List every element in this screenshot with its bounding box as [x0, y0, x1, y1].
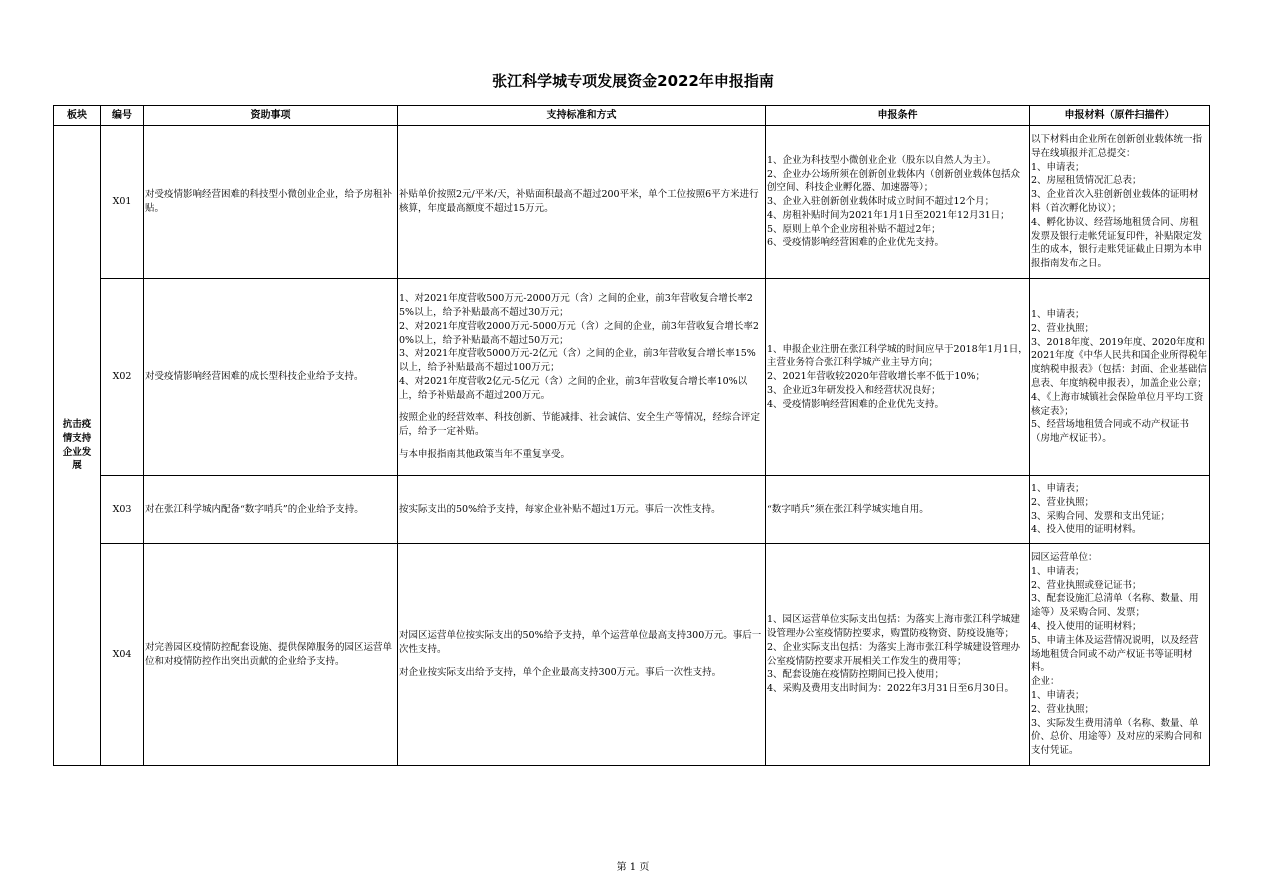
material-line: 3、企业首次入驻创新创业载体的证明材料（首次孵化协议）；	[1031, 189, 1199, 214]
standard-line: 1、对2021年度营收500万元-2000万元（含）之间的企业，前3年营收复合增长率25%以上，给予补贴最高不超过30万元；	[399, 293, 753, 318]
material-line: 3、实际发生费用清单（名称、数量、单价、总价、用途等）及对应的采购合同和支付凭证。	[1031, 717, 1203, 757]
table-row	[54, 279, 1210, 476]
material-line: 1、申请表；	[1031, 482, 1085, 494]
material-line: 企业：	[1031, 676, 1060, 688]
condition-line: 1、申报企业注册在张江科学城的时间应早于2018年1月1日，主营业务符合张江科学城产业主导方向；	[767, 343, 1028, 369]
table-row	[54, 126, 1210, 279]
material-line: 2、营业执照或登记证书；	[1031, 579, 1142, 591]
row-conditions	[766, 126, 1030, 279]
material-line: 2、营业执照；	[1031, 322, 1095, 334]
material-line: 1、申请表；	[1031, 161, 1085, 173]
standard-line: 2、对2021年度营收2000万元-5000万元（含）之间的企业，前3年营收复合增长率20%以上，给予补贴最高不超过50万元；	[399, 320, 759, 346]
row-conditions	[766, 476, 1030, 544]
header-conditions: 申报条件	[766, 106, 1030, 126]
spacer	[399, 657, 764, 666]
header-materials: 申报材料（原件扫描件）	[1030, 106, 1210, 126]
material-line: 1、申请表；	[1031, 565, 1085, 577]
header-sector: 板块	[54, 106, 101, 126]
condition-line: 5、原则上单个企业房租补贴不超过2年；	[767, 223, 941, 235]
row-item: 对受疫情影响经营困难的科技型小微创业企业，给予房租补贴。	[144, 126, 398, 279]
material-line: 园区运营单位：	[1031, 552, 1098, 564]
row-code: X04	[101, 544, 144, 766]
spacer	[399, 439, 764, 448]
material-line: 5、经营场地租赁合同或不动产权证书（房地产权证书）。	[1031, 419, 1190, 445]
standard-line: 与本申报指南其他政策当年不重复享受。	[399, 449, 571, 461]
row-conditions	[766, 279, 1030, 476]
standard-line: 按实际支出的50%给予支持，每家企业补贴不超过1万元。事后一次性支持。	[399, 503, 721, 515]
row-materials	[1030, 544, 1210, 766]
guide-table	[53, 105, 1210, 766]
material-line: 以下材料由企业所在创新创业载体统一指导在线填报并汇总提交：	[1031, 134, 1203, 159]
condition-line: 2、企业实际支出包括：为落实上海市张江科学城建设管理办公室疫情防控要求开展相关工作发生的费用等；	[767, 641, 1021, 667]
material-line: 1、申请表；	[1031, 309, 1085, 321]
condition-line: 2、企业办公场所须在创新创业载体内（创新创业载体包括众创空间、科技企业孵化器、加速器等）；	[767, 168, 1021, 194]
row-standard	[398, 279, 766, 476]
row-materials	[1030, 279, 1210, 476]
row-materials	[1030, 126, 1210, 279]
row-item: 对完善园区疫情防控配套设施、提供保障服务的园区运营单位和对疫情防控作出突出贡献的企业给予支持。	[144, 544, 398, 766]
condition-line: 4、采购及费用支出时间为：2022年3月31日至6月30日。	[767, 683, 1014, 695]
table-row	[54, 544, 1210, 766]
condition-line: 3、企业入驻创新创业载体时成立时间不超过12个月；	[767, 196, 995, 208]
row-standard	[398, 476, 766, 544]
row-code: X01	[101, 126, 144, 279]
material-line: 5、申请主体及运营情况说明，以及经营场地租赁合同或不动产权证书等证明材料。	[1031, 634, 1199, 674]
row-item: 对受疫情影响经营困难的成长型科技企业给予支持。	[144, 279, 398, 476]
material-line: 4、投入使用的证明材料。	[1031, 524, 1142, 536]
material-line: 1、申请表；	[1031, 689, 1085, 701]
document-title: 张江科学城专项发展资金2022年申报指南	[492, 72, 774, 90]
condition-line: 3、配套设施在疫情防控期间已投入使用；	[767, 669, 945, 681]
standard-line: 对企业按实际支出给予支持，单个企业最高支持300万元。事后一次性支持。	[399, 666, 722, 678]
row-conditions	[766, 544, 1030, 766]
material-line: 2、房屋租赁情况汇总表；	[1031, 175, 1142, 187]
condition-line: 6、受疫情影响经营困难的企业优先支持。	[767, 237, 945, 249]
row-materials	[1030, 476, 1210, 544]
condition-line: 4、房租补贴时间为2021年1月1日至2021年12月31日；	[767, 209, 1010, 221]
material-line: 3、采购合同、发票和支出凭证；	[1031, 510, 1171, 522]
row-item: 对在张江科学城内配备“数字哨兵”的企业给予支持。	[144, 476, 398, 544]
condition-line: “数字哨兵”须在张江科学城实地自用。	[767, 503, 929, 515]
condition-line: 3、企业近3年研发投入和经营状况良好；	[767, 384, 941, 396]
header-item: 资助事项	[144, 106, 398, 126]
header-code: 编号	[101, 106, 144, 126]
standard-line: 按照企业的经营效率、科技创新、节能减排、社会诚信、安全生产等情况，经综合评定后，给予一定补贴。	[399, 412, 761, 438]
spacer	[399, 402, 764, 411]
table-header-row	[54, 106, 1210, 126]
standard-line: 3、对2021年度营收5000万元-2亿元（含）之间的企业，前3年营收复合增长率15%以上，给予补贴最高不超过100万元；	[399, 348, 756, 374]
material-line: 2、营业执照；	[1031, 496, 1095, 508]
sector-cell: 抗击疫情支持企业发展	[54, 126, 101, 766]
condition-line: 4、受疫情影响经营困难的企业优先支持。	[767, 398, 945, 410]
material-line: 2、营业执照；	[1031, 703, 1095, 715]
standard-line: 4、对2021年度营收2亿元-5亿元（含）之间的企业，前3年营收复合增长率10%以上，给予补贴最高不超过200万元。	[399, 375, 748, 401]
table-row	[54, 476, 1210, 544]
condition-line: 2、2021年营收较2020年营收增长率不低于10%；	[767, 371, 986, 383]
row-code: X02	[101, 279, 144, 476]
material-line: 3、2018年度、2019年度、2020年度和2021年度《中华人民共和国企业所得税年度纳税申报表》（包括：封面、企业基础信息表、年度纳税申报表），加盖企业公章；	[1031, 336, 1208, 389]
header-standard: 支持标准和方式	[398, 106, 766, 126]
standard-line: 对园区运营单位按实际支出的50%给予支持，单个运营单位最高支持300万元。事后一次性支持。	[399, 630, 762, 656]
standard-line: 补贴单价按照2元/平米/天，补贴面积最高不超过200平米，单个工位按照6平方米进行核算，年度最高额度不超过15万元。	[399, 189, 759, 214]
material-line: 3、配套设施汇总清单（名称、数量、用途等）及采购合同、发票；	[1031, 593, 1199, 619]
material-line: 4、投入使用的证明材料；	[1031, 621, 1142, 632]
condition-line: 1、企业为科技型小微创业企业（股东以自然人为主）。	[767, 154, 997, 166]
page-number: 第 1 页	[616, 862, 650, 873]
row-standard	[398, 126, 766, 279]
condition-line: 1、园区运营单位实际支出包括：为落实上海市张江科学城建设管理办公室疫情防控要求，购置防疫物资、防疫设施等；	[767, 614, 1021, 639]
material-line: 4、《上海市城镇社会保险单位月平均工资核定表》；	[1031, 391, 1204, 417]
row-standard	[398, 544, 766, 766]
row-code: X03	[101, 476, 144, 544]
material-line: 4、孵化协议、经营场地租赁合同、房租发票及银行走帐凭证复印件，补贴限定发生的成本，银行走账凭证截止日期为本申报指南发布之日。	[1031, 216, 1203, 270]
